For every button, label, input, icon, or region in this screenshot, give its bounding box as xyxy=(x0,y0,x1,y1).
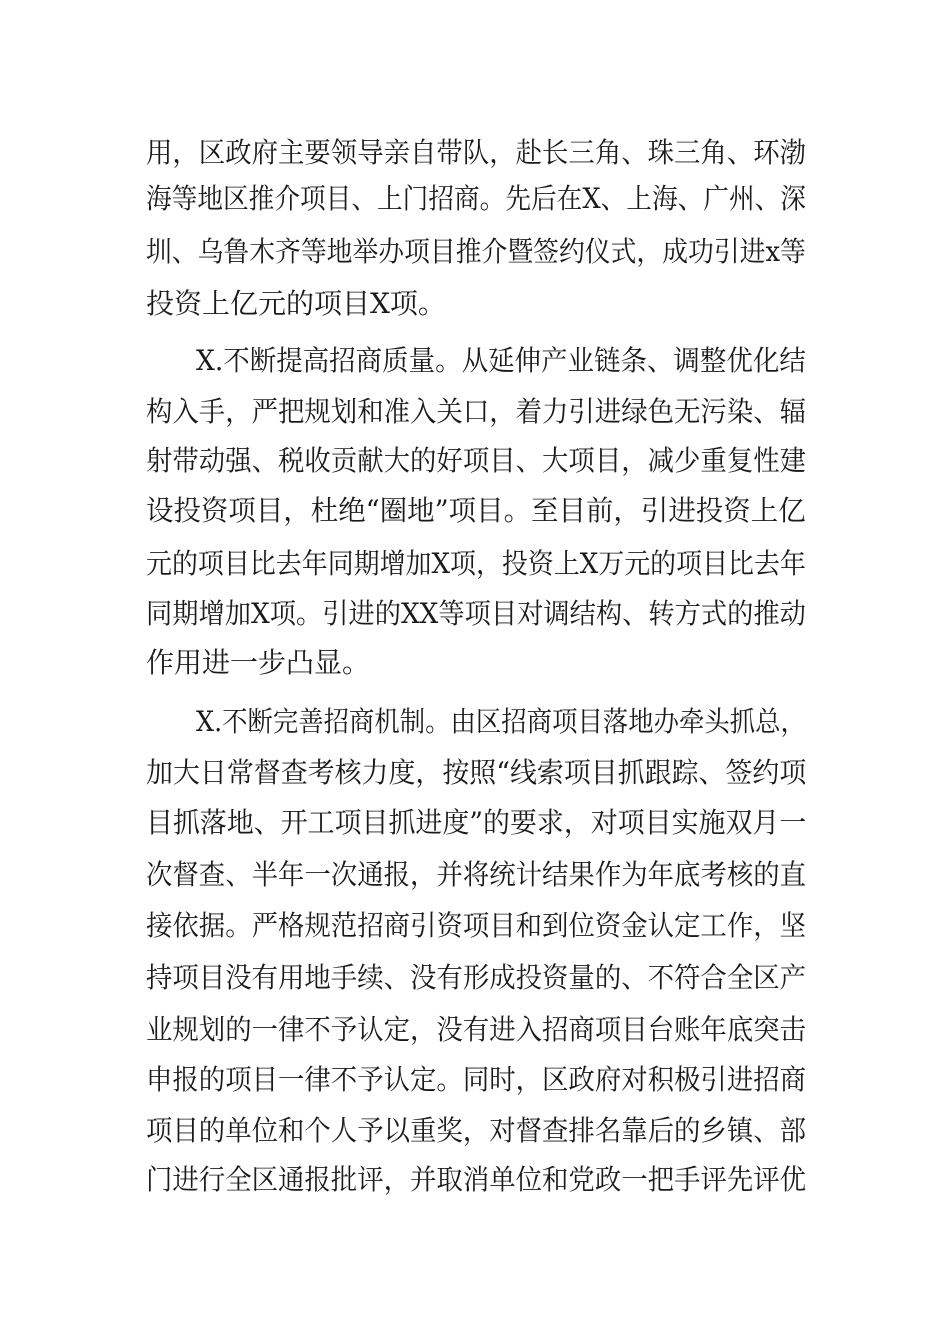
paragraph-3-line-6: 持项目没有用地手续、没有形成投资量的、不符合全区产 xyxy=(146,961,807,994)
paragraph-2-line-7: 作用进一步凸显。 xyxy=(146,646,371,679)
paragraph-2-line-3: 射带动强、税收贡献大的好项目、大项目，减少重复性建 xyxy=(146,444,807,477)
paragraph-2-line-5: 元的项目比去年同期增加X项，投资上X万元的项目比去年 xyxy=(146,547,806,580)
paragraph-3-line-8: 申报的项目一律不予认定。同时，区政府对积极引进招商 xyxy=(146,1063,807,1096)
paragraph-3-line-3: 目抓落地、开工项目抓进度”的要求，对项目实施双月一 xyxy=(146,806,807,839)
paragraph-2-line-1: X.不断提高招商质量。从延伸产业链条、调整优化结 xyxy=(196,344,806,377)
paragraph-3-line-1: X.不断完善招商机制。由区招商项目落地办牵头抓总， xyxy=(196,705,806,738)
paragraph-2-line-6: 同期增加X项。引进的XX等项目对调结构、转方式的推动 xyxy=(146,597,806,630)
paragraph-2-line-2: 构入手，严把规划和准入关口，着力引进绿色无污染、辐 xyxy=(146,395,807,428)
paragraph-3-line-2: 加大日常督查考核力度，按照“线索项目抓跟踪、签约项 xyxy=(146,756,807,789)
paragraph-3-line-7: 业规划的一律不予认定，没有进入招商项目台账年底突击 xyxy=(146,1013,807,1046)
paragraph-1-line-4: 投资上亿元的项目X项。 xyxy=(146,287,446,320)
paragraph-1-line-3: 圳、乌鲁木齐等地举办项目推介暨签约仪式，成功引进x等 xyxy=(146,235,806,268)
paragraph-2-line-4: 设投资项目，杜绝“圈地”项目。至目前，引进投资上亿 xyxy=(146,494,806,527)
paragraph-1-line-1: 用，区政府主要领导亲自带队，赴长三角、珠三角、环渤 xyxy=(146,136,807,169)
paragraph-3-line-10: 门进行全区通报批评，并取消单位和党政一把手评先评优 xyxy=(146,1163,807,1196)
paragraph-1-line-2: 海等地区推介项目、上门招商。先后在X、上海、广州、深 xyxy=(146,182,806,215)
paragraph-3-line-5: 接依据。严格规范招商引资项目和到位资金认定工作，坚 xyxy=(146,909,807,942)
paragraph-3-line-9: 项目的单位和个人予以重奖，对督查排名靠后的乡镇、部 xyxy=(146,1114,807,1147)
paragraph-3-line-4: 次督查、半年一次通报，并将统计结果作为年底考核的直 xyxy=(146,858,807,891)
